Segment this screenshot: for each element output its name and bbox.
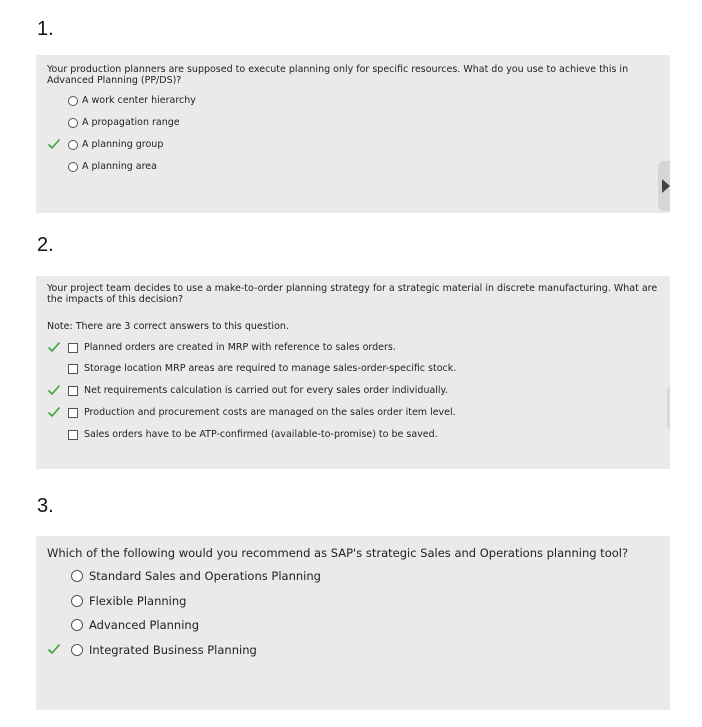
option-label: A planning area [82,161,157,172]
option-label: Net requirements calculation is carried out for every sales order individually. [84,385,448,396]
play-arrow-icon [662,179,670,193]
check-mark-icon [47,643,61,655]
option-label: Planned orders are created in MRP with reference to sales orders. [84,342,396,353]
question-2-note: Note: There are 3 correct answers to this question. [47,321,289,332]
check-mark-icon [47,406,61,418]
question-2-option-1[interactable] [68,342,396,353]
radio-button[interactable] [71,619,83,631]
question-3-option-3[interactable] [71,618,199,632]
question-1-option-2[interactable] [68,117,180,128]
option-label: Advanced Planning [89,618,199,632]
side-tab-button[interactable] [658,161,670,211]
scrollbar-thumb[interactable] [667,388,670,428]
question-3-number: 3. [37,495,54,517]
option-label: Storage location MRP areas are required to manage sales-order-specific stock. [84,363,457,374]
question-2-option-4[interactable] [68,407,456,418]
option-label: Production and procurement costs are managed on the sales order item level. [84,407,456,418]
checkbox[interactable] [68,408,78,418]
question-1-text: Your production planners are supposed to execute planning only for specific resources. What do you use to achieve this in Advanced Planning (PP/DS)? [47,64,629,86]
check-mark-icon [47,138,61,150]
question-1-number: 1. [37,18,54,40]
question-3-option-4[interactable] [71,643,257,657]
question-3-panel [36,536,670,710]
question-2-number: 2. [37,234,54,256]
radio-button[interactable] [71,644,83,656]
checkbox[interactable] [68,343,78,353]
radio-button[interactable] [68,162,78,172]
option-label: Sales orders have to be ATP-confirmed (available-to-promise) to be saved. [84,429,438,440]
question-2-text: Your project team decides to use a make-to-order planning strategy for a strategic material in discrete manufacturing. What are the impacts of this decision? [47,283,658,305]
option-label: Standard Sales and Operations Planning [89,569,321,583]
checkbox[interactable] [68,386,78,396]
radio-button[interactable] [68,96,78,106]
option-label: A propagation range [82,117,180,128]
radio-button[interactable] [68,118,78,128]
question-2-panel [36,276,670,469]
radio-button[interactable] [71,570,83,582]
question-3-option-2[interactable] [71,594,186,608]
option-label: Flexible Planning [89,594,187,608]
check-mark-icon [47,341,61,353]
checkbox[interactable] [68,430,78,440]
question-1-option-4[interactable] [68,161,157,172]
radio-button[interactable] [68,140,78,150]
option-label: A planning group [82,139,164,150]
question-3-option-1[interactable] [71,569,321,583]
radio-button[interactable] [71,595,83,607]
option-label: Integrated Business Planning [89,643,257,657]
question-2-option-5[interactable] [68,429,438,440]
question-1-option-3[interactable] [68,139,163,150]
check-mark-icon [47,384,61,396]
question-1-option-1[interactable] [68,95,196,106]
question-3-text: Which of the following would you recommend as SAP's strategic Sales and Operations planning tool? [47,546,629,560]
question-2-option-2[interactable] [68,363,456,374]
question-1-panel [36,55,670,213]
checkbox[interactable] [68,364,78,374]
question-2-option-3[interactable] [68,385,448,396]
option-label: A work center hierarchy [82,95,196,106]
